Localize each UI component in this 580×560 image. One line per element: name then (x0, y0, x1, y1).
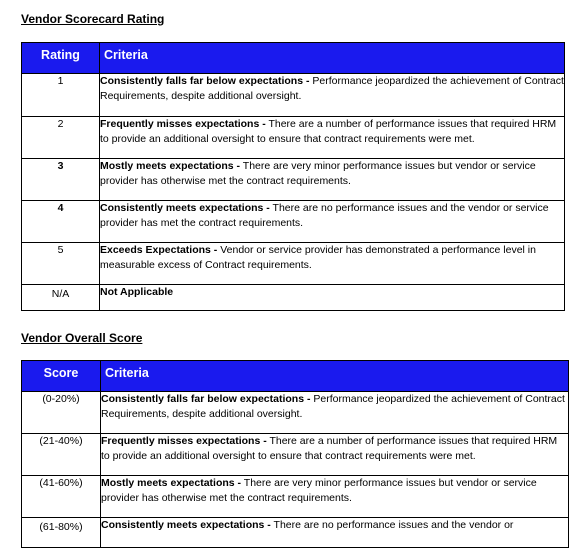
criteria-lead: Mostly meets expectations - (101, 477, 242, 489)
criteria-lead: Consistently falls far below expectations - (100, 75, 310, 87)
table-row (22, 74, 565, 117)
criteria-column-header: Criteria (100, 43, 565, 74)
criteria-description: There are very minor performance issues but vendor or service provider has otherwise met the contract requirements. (100, 160, 536, 187)
overall-score-title: Vendor Overall Score (21, 331, 143, 345)
criteria-column-header: Criteria (101, 361, 569, 392)
criteria-cell (100, 117, 565, 159)
table-row (22, 518, 569, 548)
rating-value: 3 (22, 159, 100, 201)
scorecard-rating-title: Vendor Scorecard Rating (21, 12, 165, 26)
criteria-description: Performance jeopardized the achievement of Contract Requirements, despite additional oversight. (100, 75, 564, 102)
table-row (22, 392, 569, 434)
table-row (22, 159, 565, 201)
criteria-lead: Exceeds Expectations - (100, 244, 218, 256)
score-column-header: Score (22, 361, 101, 392)
table-header-row (22, 361, 569, 392)
criteria-description: There are a number of performance issues that required HRM to provide an additional oversight to ensure that contract requirements were met. (100, 118, 557, 145)
criteria-lead: Consistently falls far below expectations - (101, 393, 311, 405)
criteria-lead: Not Applicable (100, 286, 174, 298)
criteria-lead: Consistently meets expectations - (100, 202, 270, 214)
rating-value: 5 (22, 243, 100, 285)
rating-value: 4 (22, 201, 100, 243)
overall-score-table (21, 360, 569, 548)
table-row (22, 476, 569, 518)
criteria-description: There are no performance issues and the vendor or service provider has met the contract requirements. (100, 202, 549, 229)
rating-value: 1 (22, 74, 100, 117)
criteria-description: There are a number of performance issues that required HRM to provide an additional oversight to ensure that contract requirements were met. (101, 435, 558, 462)
criteria-cell (101, 392, 569, 434)
criteria-description: There are no performance issues and the vendor or (270, 519, 514, 531)
table-header-row (22, 43, 565, 74)
score-range: (61-80%) (22, 518, 101, 548)
criteria-lead: Mostly meets expectations - (100, 160, 241, 172)
criteria-cell (100, 74, 565, 117)
score-range: (41-60%) (22, 476, 101, 518)
criteria-cell (100, 243, 565, 285)
rating-column-header: Rating (22, 43, 100, 74)
criteria-cell (100, 159, 565, 201)
score-range: (0-20%) (22, 392, 101, 434)
table-row (22, 201, 565, 243)
table-row (22, 117, 565, 159)
criteria-cell (101, 476, 569, 518)
table-row (22, 434, 569, 476)
scorecard-rating-table (21, 42, 565, 311)
rating-value: N/A (22, 285, 100, 311)
criteria-cell (100, 201, 565, 243)
criteria-description: Vendor or service provider has demonstrated a performance level in measurable excess of Contract requirements. (100, 244, 536, 271)
criteria-cell (101, 434, 569, 476)
criteria-description: There are very minor performance issues but vendor or service provider has otherwise met the contract requirements. (101, 477, 537, 504)
criteria-lead: Frequently misses expectations - (101, 435, 267, 447)
criteria-cell (100, 285, 565, 311)
criteria-lead: Frequently misses expectations - (100, 118, 266, 130)
rating-value: 2 (22, 117, 100, 159)
table-row (22, 285, 565, 311)
score-range: (21-40%) (22, 434, 101, 476)
criteria-description: Performance jeopardized the achievement of Contract Requirements, despite additional oversight. (101, 393, 565, 420)
table-row (22, 243, 565, 285)
criteria-lead: Consistently meets expectations - (101, 519, 271, 531)
criteria-cell (101, 518, 569, 548)
